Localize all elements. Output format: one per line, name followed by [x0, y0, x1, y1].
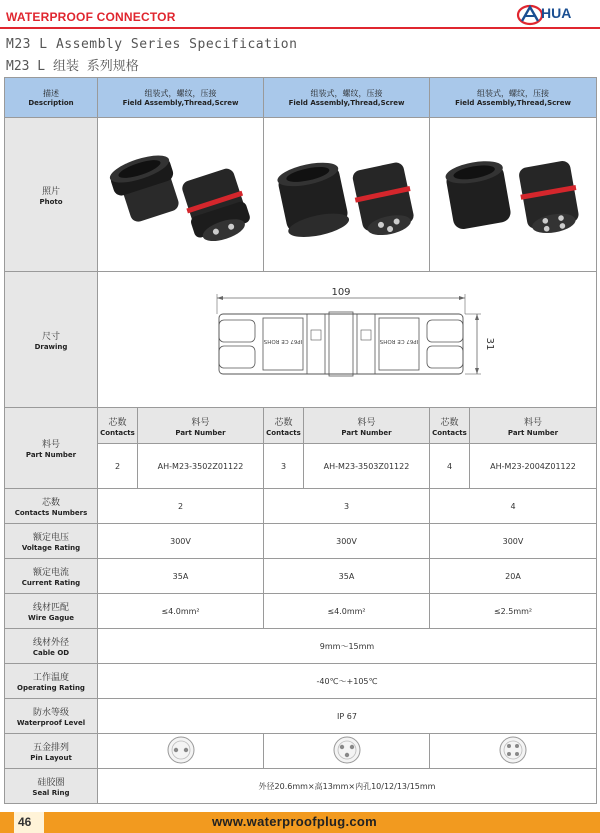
dim-height: 31	[484, 337, 495, 350]
brand-title: WATERPROOF CONNECTOR	[6, 10, 176, 24]
seal-ring-value: 外径20.6mm×高13mm×内孔10/12/13/15mm	[98, 769, 597, 804]
photo-cell-2	[264, 118, 430, 272]
contacts-header-1: 芯数 Contacts	[98, 408, 138, 444]
contacts-value-1: 2	[98, 444, 138, 489]
waterproof-value: IP 67	[98, 699, 597, 734]
part-value-1: AH-M23-3502Z01122	[138, 444, 264, 489]
page-title-cn: M23 L 组装 系列规格	[6, 59, 139, 74]
wire-2: ≤4.0mm²	[264, 594, 430, 629]
description-col-1: 组装式，螺纹，压接 Field Assembly,Thread,Screw	[98, 78, 264, 118]
row-waterproof	[5, 699, 597, 734]
cable-od-value: 9mm～15mm	[98, 629, 597, 664]
contacts-header-3: 芯数 Contacts	[430, 408, 470, 444]
contacts-value-2: 3	[264, 444, 304, 489]
row-operating	[5, 664, 597, 699]
label-part-number: 料号 Part Number	[5, 408, 98, 489]
connector-photo-2pin	[101, 134, 261, 254]
row-wire	[5, 594, 597, 629]
photo-cell-3	[430, 118, 597, 272]
label-cable-od: 线材外径 Cable OD	[5, 629, 98, 664]
row-voltage	[5, 524, 597, 559]
row-photo	[5, 118, 597, 272]
voltage-2: 300V	[264, 524, 430, 559]
current-2: 35A	[264, 559, 430, 594]
label-pin-layout: 五金排列 Pin Layout	[5, 734, 98, 769]
row-part-number-header	[5, 408, 597, 444]
part-header-1: 料号 Part Number	[138, 408, 264, 444]
pin-layout-1	[98, 734, 264, 769]
label-wire: 线材匹配 Wire Gague	[5, 594, 98, 629]
wire-1: ≤4.0mm²	[98, 594, 264, 629]
pin-layout-2pin-icon	[166, 735, 196, 765]
photo-cell-1	[98, 118, 264, 272]
spec-table	[4, 77, 597, 804]
page-title-en: M23 L Assembly Series Specification	[6, 37, 298, 52]
wire-3: ≤2.5mm²	[430, 594, 597, 629]
drawing-marking-right: IP67 CE ROHS	[379, 337, 419, 344]
contacts-numbers-1: 2	[98, 489, 264, 524]
label-current: 额定电流 Current Rating	[5, 559, 98, 594]
header-divider	[0, 27, 600, 29]
row-contacts-numbers	[5, 489, 597, 524]
label-voltage: 额定电压 Voltage Rating	[5, 524, 98, 559]
row-description	[5, 78, 597, 118]
label-contacts-numbers: 芯数 Contacts Numbers	[5, 489, 98, 524]
dim-length: 109	[331, 286, 351, 298]
part-value-2: AH-M23-3503Z01122	[304, 444, 430, 489]
contacts-numbers-3: 4	[430, 489, 597, 524]
part-header-3: 料号 Part Number	[470, 408, 597, 444]
row-current	[5, 559, 597, 594]
label-drawing: 尺寸 Drawing	[5, 272, 98, 408]
label-photo: 照片 Photo	[5, 118, 98, 272]
row-pin-layout	[5, 734, 597, 769]
logo-text: HUA	[541, 5, 572, 21]
operating-value: -40℃～+105℃	[98, 664, 597, 699]
contacts-numbers-2: 3	[264, 489, 430, 524]
pin-layout-4pin-icon	[498, 735, 528, 765]
current-1: 35A	[98, 559, 264, 594]
pin-layout-3pin-icon	[332, 735, 362, 765]
description-col-3: 组装式，螺纹，压接 Field Assembly,Thread,Screw	[430, 78, 597, 118]
label-waterproof: 防水等级 Waterproof Level	[5, 699, 98, 734]
row-cable-od	[5, 629, 597, 664]
drawing-cell	[98, 272, 597, 408]
connector-photo-4pin	[433, 134, 593, 254]
label-seal-ring: 硅胶圈 Seal Ring	[5, 769, 98, 804]
description-col-2: 组装式，螺纹，压接 Field Assembly,Thread,Screw	[264, 78, 430, 118]
current-3: 20A	[430, 559, 597, 594]
row-seal-ring	[5, 769, 597, 804]
contacts-value-3: 4	[430, 444, 470, 489]
page-number: 46	[18, 815, 32, 829]
label-operating: 工作温度 Operating Rating	[5, 664, 98, 699]
part-header-2: 料号 Part Number	[304, 408, 430, 444]
part-value-3: AH-M23-2004Z01122	[470, 444, 597, 489]
website-url[interactable]: www.waterproofplug.com	[212, 814, 378, 829]
pin-layout-2	[264, 734, 430, 769]
voltage-1: 300V	[98, 524, 264, 559]
voltage-3: 300V	[430, 524, 597, 559]
label-description: 描述 Description	[5, 78, 98, 118]
row-drawing	[5, 272, 597, 408]
dimension-drawing	[197, 284, 497, 394]
pin-layout-3	[430, 734, 597, 769]
drawing-marking-left: IP67 CE ROHS	[263, 337, 303, 344]
contacts-header-2: 芯数 Contacts	[264, 408, 304, 444]
connector-photo-3pin	[267, 134, 427, 254]
